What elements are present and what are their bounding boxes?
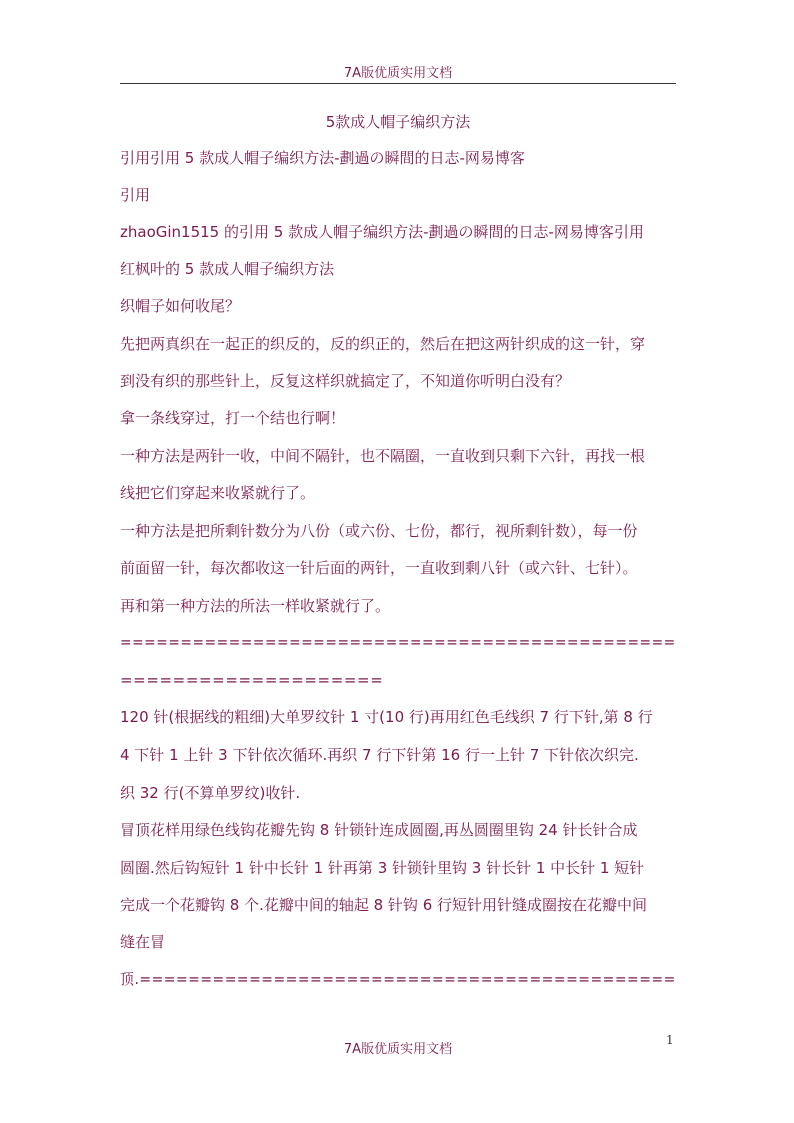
page-number: 1 (666, 1033, 674, 1047)
separator-line: ==================== (120, 671, 384, 689)
text-line: 引用 (120, 186, 151, 204)
separator-line: ============================================== (120, 633, 676, 651)
text-line: 先把两真织在一起正的织反的，反的织正的，然后在把这两针织成的这一针，穿 (120, 335, 646, 353)
text-line: 织帽子如何收尾？ (120, 297, 241, 315)
document-title: 5款成人帽子编织方法 (325, 113, 471, 131)
page-header: 7A版优质实用文档 (343, 66, 453, 81)
header-divider (120, 83, 676, 84)
text-line: 拿一条线穿过，打一个结也行啊！ (120, 409, 346, 427)
text-line: 圆圈.然后钩短针 1 针中长针 1 针再第 3 针锁针里钩 3 针长针 1 中长针 1 短针 (120, 859, 645, 877)
text-line: 引用引用 5 款成人帽子编织方法-劃過の瞬間的日志-网易博客 (120, 149, 525, 167)
page-footer: 7A版优质实用文档 (343, 1042, 453, 1057)
text-line: 顶.============================================ (120, 970, 676, 988)
text-line: 线把它们穿起来收紧就行了。 (120, 484, 316, 502)
text-line: 完成一个花瓣钩 8 个.花瓣中间的轴起 8 针钩 6 行短针用针缝成圈按在花瓣中间 (120, 896, 648, 914)
text-line: 织 32 行(不算单罗纹)收针. (120, 784, 301, 802)
text-line: 前面留一针，每次都收这一针后面的两针，一直收到剩八针（或六针、七针）。 (120, 559, 638, 577)
text-line: 一种方法是两针一收，中间不隔针，也不隔圈，一直收到只剩下六针，再找一根 (120, 447, 646, 465)
text-line: 红枫叶的 5 款成人帽子编织方法 (120, 260, 335, 278)
text-line: 一种方法是把所剩针数分为八份（或六份、七份，都行，视所剩针数），每一份 (120, 522, 638, 540)
text-line: 到没有织的那些针上，反复这样织就搞定了，不知道你听明白没有？ (120, 372, 571, 390)
text-line: 4 下针 1 上针 3 下针依次循环.再织 7 行下针第 16 行一上针 7 下针依次织完. (120, 746, 639, 764)
text-line: 缝在冒 (120, 933, 166, 951)
text-line: zhaoGin1515 的引用 5 款成人帽子编织方法-劃過の瞬間的日志-网易博客引用 (120, 223, 644, 241)
text-line: 再和第一种方法的所法一样收紧就行了。 (120, 597, 391, 615)
text-line: 120 针(根据线的粗细)大单罗纹针 1 寸(10 行)再用红色毛线织 7 行下针,第 8 行 (120, 708, 653, 726)
text-line: 冒顶花样用绿色线钩花瓣先钩 8 针锁针连成圆圈,再丛圆圈里钩 24 针长针合成 (120, 821, 638, 839)
